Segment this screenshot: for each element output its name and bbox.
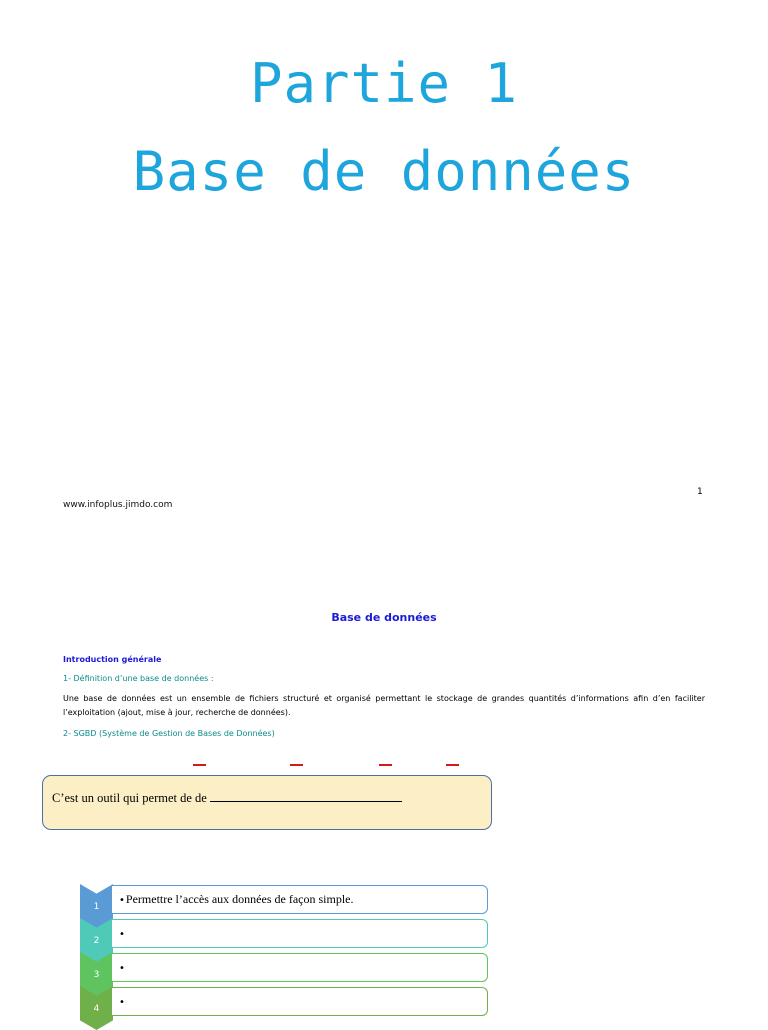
list-item-number: 2 bbox=[93, 936, 100, 946]
list-item-text: Permettre l’accès aux données de façon simple. bbox=[125, 892, 354, 906]
list-item-box bbox=[112, 953, 488, 982]
list-item-content bbox=[119, 960, 126, 975]
red-dash-mark bbox=[446, 764, 459, 766]
list-item-box bbox=[112, 987, 488, 1016]
intro-heading: Introduction générale bbox=[63, 655, 162, 664]
callout-sentence: C’est un outil qui permet de de bbox=[52, 791, 207, 805]
callout-text bbox=[52, 791, 402, 806]
list-item-content bbox=[119, 926, 126, 941]
red-dash-mark bbox=[379, 764, 392, 766]
cover-title-line-1: Partie 1 bbox=[249, 52, 519, 115]
definition-text: Une base de données est un ensemble de fichiers structuré et organisé permettant le stockage de grandes quantités d’informations afin d’en faciliter l’exploitation (ajout, mise à jour, recherche de données). bbox=[63, 694, 705, 717]
list-item-box bbox=[112, 919, 488, 948]
cover-title-line-2: Base de données bbox=[132, 140, 636, 203]
sgbd-heading: 2- SGBD (Système de Gestion de Bases de Données) bbox=[63, 729, 275, 738]
bullet-icon: • bbox=[119, 895, 125, 906]
list-item-content bbox=[119, 994, 126, 1009]
list-item-content bbox=[119, 892, 353, 907]
website-footer: www.infoplus.jimdo.com bbox=[63, 500, 173, 510]
list-item-number: 1 bbox=[93, 902, 100, 912]
list-item-number: 3 bbox=[93, 970, 100, 980]
red-dash-mark bbox=[193, 764, 206, 766]
list-item-number: 4 bbox=[93, 1004, 100, 1014]
bullet-icon: • bbox=[119, 997, 125, 1008]
definition-heading: 1- Définition d’une base de données : bbox=[63, 674, 214, 683]
list-item-box bbox=[112, 885, 488, 914]
page-number: 1 bbox=[697, 487, 703, 497]
fill-in-blank-line bbox=[210, 791, 402, 802]
bullet-icon: • bbox=[119, 963, 125, 974]
definition-callout-box bbox=[42, 775, 492, 830]
red-dash-mark bbox=[290, 764, 303, 766]
bullet-icon: • bbox=[119, 929, 125, 940]
document-heading: Base de données bbox=[331, 611, 437, 624]
